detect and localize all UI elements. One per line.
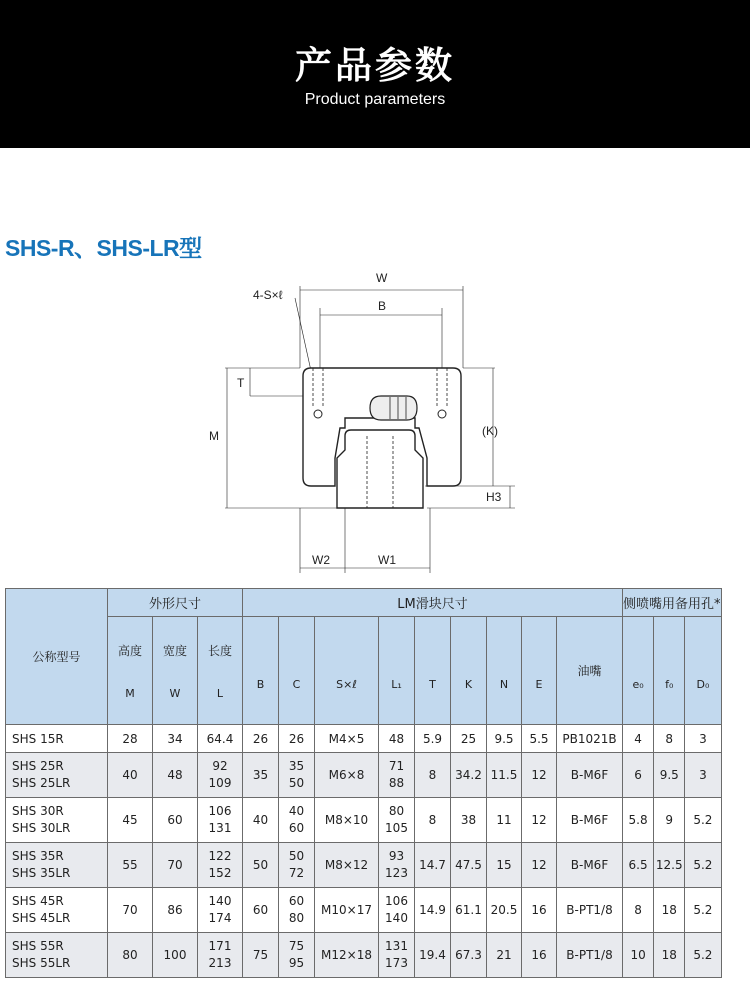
cell-D0: 5.2 (685, 798, 721, 843)
cell-D0: 5.2 (685, 843, 721, 888)
cell-W: 34 (153, 725, 198, 753)
cell-M: 40 (108, 753, 153, 798)
cell-N: 21 (487, 933, 522, 978)
cell-N: 15 (487, 843, 522, 888)
cell-E: 16 (522, 888, 557, 933)
page-title: 产品参数 (295, 44, 455, 87)
cell-e0: 5.8 (623, 798, 654, 843)
cell-N: 11 (487, 798, 522, 843)
cell-C: 60 80 (279, 888, 315, 933)
cell-B: 50 (243, 843, 279, 888)
cell-f0: 12.5 (654, 843, 685, 888)
cell-f0: 8 (654, 725, 685, 753)
cell-e0: 6 (623, 753, 654, 798)
label-S: 4-S×ℓ (253, 288, 283, 302)
cell-B: 40 (243, 798, 279, 843)
cell-model: SHS 45R SHS 45LR (6, 888, 108, 933)
cell-L: 122 152 (198, 843, 243, 888)
cell-f0: 18 (654, 933, 685, 978)
cell-L: 92 109 (198, 753, 243, 798)
label-K: (K) (482, 424, 498, 438)
cell-f0: 9.5 (654, 753, 685, 798)
cell-C: 75 95 (279, 933, 315, 978)
cell-E: 16 (522, 933, 557, 978)
cell-M: 80 (108, 933, 153, 978)
cell-E: 12 (522, 798, 557, 843)
cell-T: 5.9 (415, 725, 451, 753)
cell-M: 70 (108, 888, 153, 933)
header-S: S×ℓ (315, 617, 379, 725)
header-width: 宽度 W (153, 617, 198, 725)
spec-table (5, 588, 722, 978)
header-T: T (415, 617, 451, 725)
cell-e0: 4 (623, 725, 654, 753)
cell-K: 61.1 (451, 888, 487, 933)
header-K: K (451, 617, 487, 725)
table-row (6, 843, 722, 888)
cell-C: 35 50 (279, 753, 315, 798)
cell-M: 45 (108, 798, 153, 843)
cell-E: 12 (522, 753, 557, 798)
table-row (6, 725, 722, 753)
cell-T: 14.9 (415, 888, 451, 933)
table-row (6, 798, 722, 843)
cell-e0: 8 (623, 888, 654, 933)
cell-N: 9.5 (487, 725, 522, 753)
label-W1: W1 (378, 553, 396, 567)
cell-S: M8×10 (315, 798, 379, 843)
cell-nozzle: B-PT1/8 (557, 888, 623, 933)
cell-T: 19.4 (415, 933, 451, 978)
table-row (6, 753, 722, 798)
label-W2: W2 (312, 553, 330, 567)
cell-K: 34.2 (451, 753, 487, 798)
cell-S: M4×5 (315, 725, 379, 753)
cell-C: 26 (279, 725, 315, 753)
hero-banner (0, 0, 750, 148)
label-W: W (376, 271, 388, 285)
cell-L: 140 174 (198, 888, 243, 933)
cell-T: 8 (415, 753, 451, 798)
header-nozzle: 油嘴 (557, 617, 623, 725)
cell-W: 48 (153, 753, 198, 798)
cell-L1: 106 140 (379, 888, 415, 933)
cell-f0: 18 (654, 888, 685, 933)
cell-L: 64.4 (198, 725, 243, 753)
table-row (6, 933, 722, 978)
label-H3: H3 (486, 490, 502, 504)
cell-M: 28 (108, 725, 153, 753)
cell-nozzle: B-M6F (557, 798, 623, 843)
cell-D0: 5.2 (685, 888, 721, 933)
cell-N: 20.5 (487, 888, 522, 933)
header-N: N (487, 617, 522, 725)
cell-S: M8×12 (315, 843, 379, 888)
cell-B: 75 (243, 933, 279, 978)
label-B: B (378, 299, 387, 313)
cell-K: 47.5 (451, 843, 487, 888)
cell-nozzle: B-M6F (557, 753, 623, 798)
header-B: B (243, 617, 279, 725)
page-subtitle: Product parameters (304, 91, 446, 108)
cell-W: 86 (153, 888, 198, 933)
cell-W: 100 (153, 933, 198, 978)
cell-E: 12 (522, 843, 557, 888)
cell-T: 8 (415, 798, 451, 843)
cell-f0: 9 (654, 798, 685, 843)
cell-K: 67.3 (451, 933, 487, 978)
label-M: M (209, 429, 219, 443)
header-lm-block: LM滑块尺寸 (243, 589, 623, 617)
header-model: 公称型号 (6, 589, 108, 725)
header-E: E (522, 617, 557, 725)
cell-E: 5.5 (522, 725, 557, 753)
cell-K: 25 (451, 725, 487, 753)
cell-D0: 3 (685, 725, 721, 753)
label-T: T (237, 376, 245, 390)
cell-D0: 5.2 (685, 933, 721, 978)
cell-model: SHS 15R (6, 725, 108, 753)
cell-K: 38 (451, 798, 487, 843)
cell-model: SHS 35R SHS 35LR (6, 843, 108, 888)
cell-model: SHS 25R SHS 25LR (6, 753, 108, 798)
cross-section-diagram (195, 268, 525, 580)
cell-M: 55 (108, 843, 153, 888)
cell-B: 26 (243, 725, 279, 753)
header-length: 长度 L (198, 617, 243, 725)
header-outline: 外形尺寸 (108, 589, 243, 617)
cell-L1: 48 (379, 725, 415, 753)
cell-W: 60 (153, 798, 198, 843)
header-height: 高度 M (108, 617, 153, 725)
cell-T: 14.7 (415, 843, 451, 888)
cell-W: 70 (153, 843, 198, 888)
cell-L1: 131 173 (379, 933, 415, 978)
cell-L: 171 213 (198, 933, 243, 978)
cell-D0: 3 (685, 753, 721, 798)
cell-L1: 71 88 (379, 753, 415, 798)
cell-N: 11.5 (487, 753, 522, 798)
cell-S: M6×8 (315, 753, 379, 798)
cell-C: 50 72 (279, 843, 315, 888)
cell-nozzle: B-M6F (557, 843, 623, 888)
section-title: SHS-R、SHS-LR型 (5, 235, 202, 261)
cell-S: M10×17 (315, 888, 379, 933)
cell-e0: 6.5 (623, 843, 654, 888)
header-C: C (279, 617, 315, 725)
header-f0: f₀ (654, 617, 685, 725)
header-nozzle-hole: 侧喷嘴用备用孔* (623, 589, 722, 617)
header-L1: L₁ (379, 617, 415, 725)
cell-model: SHS 55R SHS 55LR (6, 933, 108, 978)
cell-B: 35 (243, 753, 279, 798)
cell-C: 40 60 (279, 798, 315, 843)
header-D0: D₀ (685, 617, 721, 725)
cell-L1: 93 123 (379, 843, 415, 888)
cell-L1: 80 105 (379, 798, 415, 843)
cell-e0: 10 (623, 933, 654, 978)
header-e0: e₀ (623, 617, 654, 725)
cell-model: SHS 30R SHS 30LR (6, 798, 108, 843)
cell-L: 106 131 (198, 798, 243, 843)
cell-nozzle: B-PT1/8 (557, 933, 623, 978)
table-row (6, 888, 722, 933)
cell-S: M12×18 (315, 933, 379, 978)
cell-nozzle: PB1021B (557, 725, 623, 753)
cell-B: 60 (243, 888, 279, 933)
